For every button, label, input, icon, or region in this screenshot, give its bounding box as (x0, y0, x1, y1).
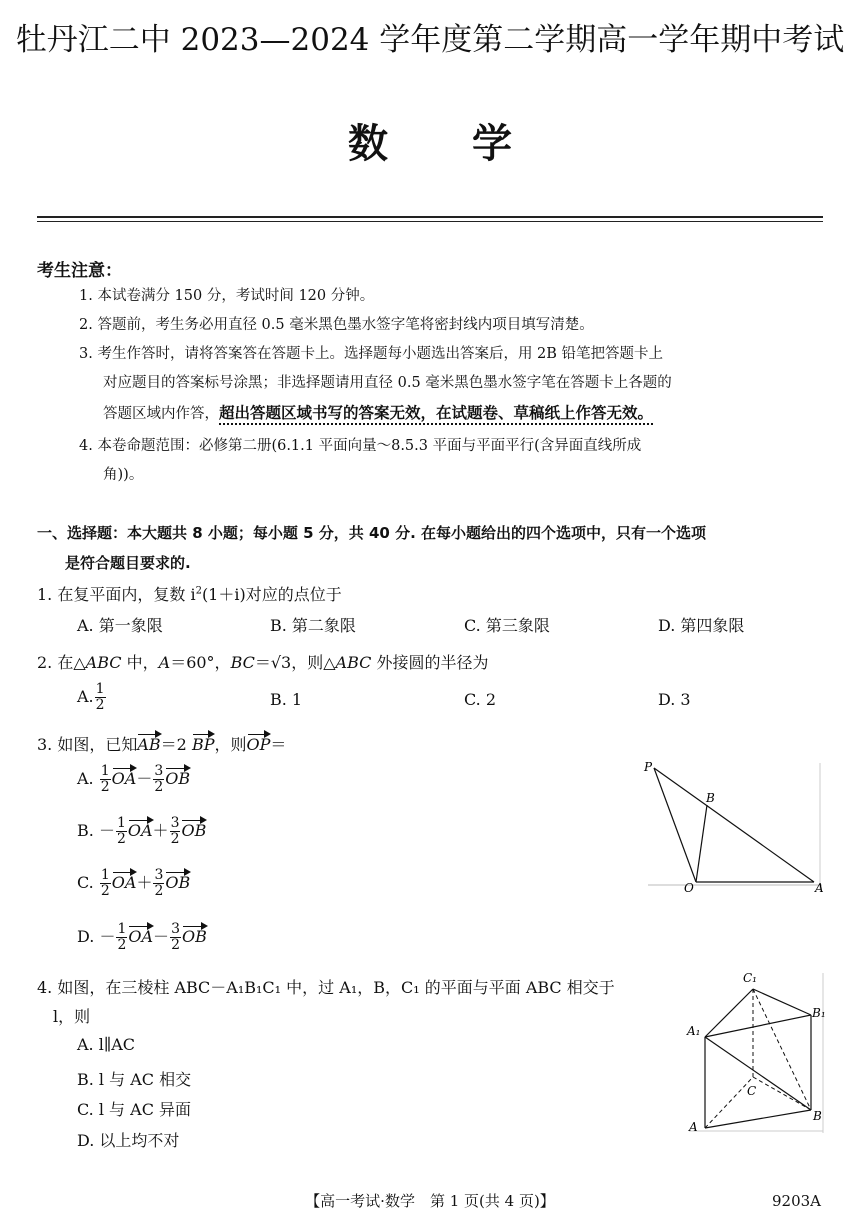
option-label: A. (77, 769, 94, 788)
exam-title: 牡丹江二中 2023—2024 学年度第二学期高一学年期中考试 (15, 22, 845, 58)
exam-code: 9203A (772, 1192, 822, 1210)
option-operator: ＋ (136, 873, 153, 892)
notice-item-3-text: 答题区域内作答， (103, 406, 219, 422)
q2-option-a-label: A. (77, 687, 94, 706)
q2-stem-d: ＝√3，则△ (254, 653, 336, 672)
fraction-numerator: 3 (154, 867, 164, 883)
option-fraction-1 (100, 868, 111, 899)
q1-stem-a: 1. 在复平面内，复数 i (37, 585, 196, 604)
fraction-numerator: 1 (116, 815, 126, 831)
q2-angle-a: A (158, 653, 171, 672)
header-rule-thick (37, 216, 823, 218)
option-sign: － (99, 927, 116, 946)
fraction-denominator: 2 (171, 937, 180, 953)
question-3-stem (37, 732, 286, 755)
subject-title: 数学 (348, 120, 596, 167)
page-footer: 【高一考试·数学 第 1 页(共 4 页)】 (305, 1192, 555, 1210)
q3-stem-a: 3. 如图，已知 (37, 735, 138, 754)
option-operator: － (153, 927, 170, 946)
q1-option-a: A. 第一象限 (77, 616, 163, 635)
q3-triangle-figure (640, 755, 830, 895)
fraction-denominator: 2 (117, 937, 127, 953)
label-b: B (706, 791, 715, 805)
label-a: A (815, 881, 824, 895)
header-rule-thin (37, 221, 823, 222)
question-4-stem-line2: l，则 (53, 1007, 91, 1026)
notice-item-1: 1. 本试卷满分 150 分，考试时间 120 分钟。 (79, 288, 375, 304)
notice-item-4-line1: 4. 本卷命题范围：必修第二册(6.1.1 平面向量～8.5.3 平面与平面平行(含异面直线所成 (79, 438, 642, 454)
option-fraction-2 (170, 816, 181, 847)
notice-item-2: 2. 答题前，考生务必用直径 0.5 毫米黑色墨水签字笔将密封线内项目填写清楚。 (79, 317, 594, 333)
fraction-numerator: 1 (95, 681, 105, 697)
q3-option-a (77, 764, 190, 795)
fraction-numerator: 3 (171, 921, 180, 937)
q2-option-c: C. 2 (464, 690, 497, 709)
q3-option-b (77, 816, 206, 847)
q2-stem-c: ＝60°， (170, 653, 231, 672)
q2-option-b: B. 1 (270, 690, 303, 709)
q2-triangle-2: ABC (335, 653, 372, 672)
option-operator: ＋ (152, 821, 169, 840)
vector-oa: OA (111, 873, 137, 892)
q2-stem-e: 外接圆的半径为 (371, 653, 489, 672)
fraction-denominator: 2 (154, 883, 164, 899)
option-fraction-2 (153, 868, 164, 899)
label-c1: C₁ (743, 971, 757, 985)
q1-stem-b: (1＋i)对应的点位于 (201, 585, 342, 604)
question-4-stem-line1: 4. 如图，在三棱柱 ABC－A₁B₁C₁ 中，过 A₁，B，C₁ 的平面与平面 ABC 相交于 (37, 978, 615, 997)
vector-ob: OB (181, 821, 207, 840)
vector-ob: OB (165, 769, 191, 788)
q1-option-c: C. 第三象限 (464, 616, 550, 635)
vector-oa: OA (111, 769, 137, 788)
q3-equals: ＝2 (160, 735, 192, 754)
q4-prism-figure (683, 965, 828, 1135)
option-fraction-2 (170, 922, 181, 953)
q4-option-d: D. 以上均不对 (77, 1131, 180, 1150)
label-p: P (644, 760, 653, 774)
fraction-numerator: 3 (154, 763, 164, 779)
q2-side-bc: BC (230, 653, 255, 672)
label-b: B (813, 1109, 822, 1123)
option-label: D. (77, 927, 95, 946)
vector-ob: OB (181, 927, 207, 946)
fraction-denominator: 2 (154, 779, 164, 795)
option-fraction-1 (100, 764, 111, 795)
fraction-numerator: 1 (117, 921, 127, 937)
q2-stem-b: 中， (121, 653, 159, 672)
fraction-numerator: 1 (100, 867, 110, 883)
question-1-stem (37, 582, 342, 605)
notice-heading: 考生注意： (37, 261, 122, 281)
vector-ob: OB (165, 873, 191, 892)
option-operator: － (136, 769, 153, 788)
notice-item-3-line2: 对应题目的答案标号涂黑；非选择题请用直径 0.5 毫米黑色墨水签字笔在答题卡上各题的 (103, 375, 672, 391)
notice-item-3-line3 (103, 403, 653, 424)
label-a: A (689, 1120, 698, 1134)
q3-option-c (77, 868, 190, 899)
vector-op: OP (246, 735, 271, 754)
question-2-stem (37, 650, 489, 673)
option-fraction-2 (153, 764, 164, 795)
q1-exponent: 2 (195, 585, 202, 597)
fraction-numerator: 1 (100, 763, 110, 779)
fraction-denominator: 2 (170, 831, 180, 847)
section-1-heading-cont: 是符合题目要求的. (65, 554, 191, 572)
option-fraction-1 (116, 816, 127, 847)
q2-option-a (77, 682, 107, 713)
section-1-heading: 一、选择题：本大题共 8 小题；每小题 5 分，共 40 分. 在每小题给出的四个选项中，只有一个选项 (37, 524, 707, 542)
q4-option-c: C. l 与 AC 异面 (77, 1100, 192, 1119)
q3-stem-c: ＝ (270, 735, 287, 754)
option-label: C. (77, 873, 94, 892)
vector-oa: OA (127, 821, 153, 840)
fraction-denominator: 2 (100, 883, 110, 899)
fraction-numerator: 3 (170, 815, 180, 831)
q2-stem-a: 2. 在△ (37, 653, 86, 672)
q2-triangle: ABC (85, 653, 122, 672)
option-fraction-1 (116, 922, 127, 953)
notice-emphasis: 超出答题区域书写的答案无效，在试题卷、草稿纸上作答无效。 (219, 404, 654, 422)
notice-item-3-line1: 3. 考生作答时，请将答案答在答题卡上。选择题每小题选出答案后，用 2B 铅笔把答题卡上 (79, 346, 664, 362)
option-label: B. (77, 821, 94, 840)
label-b1: B₁ (812, 1006, 826, 1020)
label-a1: A₁ (687, 1024, 701, 1038)
q3-stem-b: ，则 (214, 735, 247, 754)
label-o: O (684, 881, 694, 895)
vector-bp: BP (191, 735, 215, 754)
q2-option-d: D. 3 (658, 690, 691, 709)
q4-option-b: B. l 与 AC 相交 (77, 1070, 192, 1089)
q1-option-d: D. 第四象限 (658, 616, 745, 635)
q1-option-b: B. 第二象限 (270, 616, 356, 635)
fraction-denominator: 2 (100, 779, 110, 795)
vector-oa: OA (128, 927, 154, 946)
option-sign: － (98, 821, 115, 840)
fraction-denominator: 2 (116, 831, 126, 847)
label-c: C (747, 1084, 757, 1098)
q3-option-d (77, 922, 207, 953)
q4-option-a: A. l∥AC (77, 1035, 136, 1054)
vector-ab: AB (137, 735, 161, 754)
notice-item-4-line2: 角))。 (103, 467, 144, 483)
fraction-denominator: 2 (95, 697, 105, 713)
q2-option-a-fraction (95, 682, 106, 713)
